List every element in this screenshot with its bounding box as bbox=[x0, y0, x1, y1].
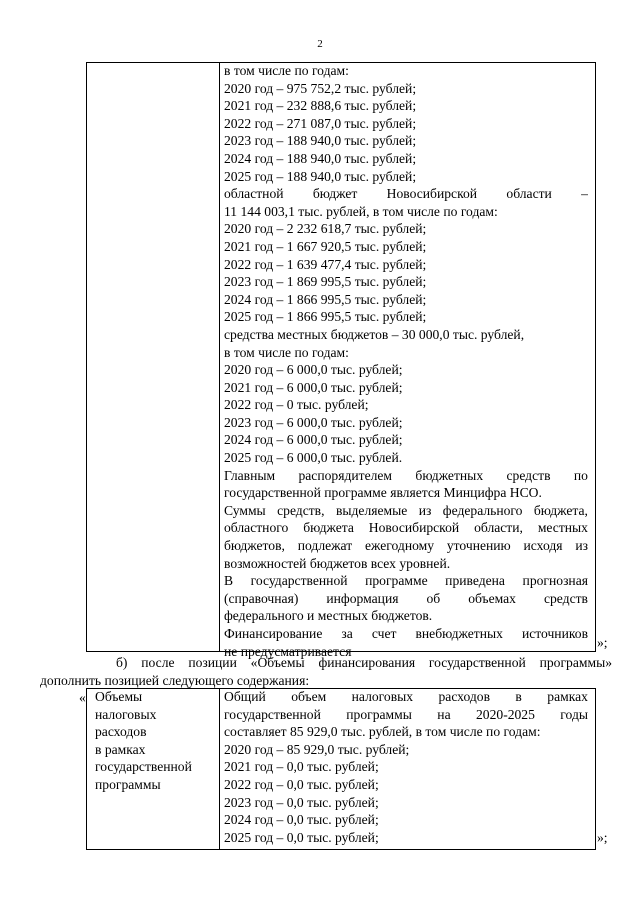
closing-quote: »; bbox=[597, 830, 608, 845]
text-line: 2022 год – 0,0 тыс. рублей; bbox=[224, 776, 379, 792]
text-line: государственной программы на 2020-2025 годы bbox=[224, 706, 588, 722]
text-line: 2021 год – 6 000,0 тыс. рублей; bbox=[224, 379, 403, 395]
text-line: областного бюджета Новосибирской области, местных bbox=[224, 520, 588, 536]
text-line: 2024 год – 0,0 тыс. рублей; bbox=[224, 812, 379, 828]
text-line: 2021 год – 1 667 920,5 тыс. рублей; bbox=[224, 238, 427, 254]
text-line: программы bbox=[95, 776, 161, 792]
text-line: Объемы bbox=[95, 689, 143, 704]
paragraph-line: б) после позиции «Объемы финансирования государственной программы» bbox=[116, 655, 612, 670]
text-line: в рамках bbox=[95, 741, 146, 757]
text-line: 2020 год – 6 000,0 тыс. рублей; bbox=[224, 362, 403, 378]
text-line: расходов bbox=[95, 724, 147, 740]
page-number: 2 bbox=[317, 38, 323, 50]
tax-expenditure-values-cell bbox=[224, 688, 588, 846]
text-line: 2024 год – 188 940,0 тыс. рублей; bbox=[224, 150, 417, 166]
text-line: не предусматривается bbox=[224, 643, 352, 659]
text-line: 2025 год – 6 000,0 тыс. рублей. bbox=[224, 450, 403, 466]
text-line: Финансирование за счет внебюджетных источников bbox=[224, 626, 588, 641]
financing-details-cell bbox=[224, 62, 588, 660]
text-line: 2020 год – 85 929,0 тыс. рублей; bbox=[224, 741, 410, 757]
text-line: 2020 год – 2 232 618,7 тыс. рублей; bbox=[224, 221, 427, 237]
text-line: государственной bbox=[95, 759, 192, 775]
text-line: 2024 год – 6 000,0 тыс. рублей; bbox=[224, 432, 403, 448]
text-line: 2023 год – 6 000,0 тыс. рублей; bbox=[224, 414, 403, 430]
text-line: государственной программе является Минцифра НСО. bbox=[224, 485, 542, 501]
text-line: 2022 год – 271 087,0 тыс. рублей; bbox=[224, 115, 417, 131]
text-line: бюджетов, подлежат ежегодному уточнению исходя из bbox=[224, 538, 588, 554]
table-column-divider bbox=[219, 688, 220, 850]
closing-quote: »; bbox=[597, 635, 608, 650]
text-line: 2021 год – 0,0 тыс. рублей; bbox=[224, 759, 379, 775]
text-line: В государственной программе приведена прогнозная bbox=[224, 573, 588, 589]
text-line: (справочная) информация об объемах средств bbox=[224, 590, 588, 606]
text-line: 2020 год – 975 752,2 тыс. рублей; bbox=[224, 80, 417, 96]
text-line: в том числе по годам: bbox=[224, 63, 349, 78]
text-line: 2025 год – 188 940,0 тыс. рублей; bbox=[224, 168, 417, 184]
amendment-paragraph bbox=[40, 654, 612, 689]
opening-quote: « bbox=[79, 690, 86, 705]
tax-expenditure-label-cell bbox=[95, 688, 215, 794]
text-line: 2024 год – 1 866 995,5 тыс. рублей; bbox=[224, 291, 427, 307]
text-line: 2025 год – 1 866 995,5 тыс. рублей; bbox=[224, 309, 427, 325]
text-line: 2023 год – 188 940,0 тыс. рублей; bbox=[224, 133, 417, 149]
text-line: 11 144 003,1 тыс. рублей, в том числе по годам: bbox=[224, 203, 498, 219]
table-column-divider bbox=[219, 62, 220, 652]
text-line: 2022 год – 0 тыс. рублей; bbox=[224, 397, 369, 413]
paragraph-line: дополнить позицией следующего содержания: bbox=[40, 672, 310, 688]
text-line: в том числе по годам: bbox=[224, 344, 349, 360]
text-line: 2025 год – 0,0 тыс. рублей; bbox=[224, 829, 379, 845]
text-line: федерального и местных бюджетов. bbox=[224, 608, 433, 624]
text-line: областной бюджет Новосибирской области – bbox=[224, 186, 588, 202]
text-line: 2022 год – 1 639 477,4 тыс. рублей; bbox=[224, 256, 427, 272]
text-line: налоговых bbox=[95, 706, 157, 722]
text-line: возможностей бюджетов всех уровней. bbox=[224, 555, 451, 571]
text-line: Общий объем налоговых расходов в рамках bbox=[224, 689, 588, 704]
text-line: 2021 год – 232 888,6 тыс. рублей; bbox=[224, 98, 417, 114]
text-line: Главным распорядителем бюджетных средств по bbox=[224, 467, 588, 483]
text-line: 2023 год – 1 869 995,5 тыс. рублей; bbox=[224, 274, 427, 290]
text-line: Суммы средств, выделяемые из федерального бюджета, bbox=[224, 502, 588, 518]
text-line: 2023 год – 0,0 тыс. рублей; bbox=[224, 794, 379, 810]
text-line: составляет 85 929,0 тыс. рублей, в том числе по годам: bbox=[224, 724, 541, 740]
text-line: средства местных бюджетов – 30 000,0 тыс. рублей, bbox=[224, 326, 525, 342]
